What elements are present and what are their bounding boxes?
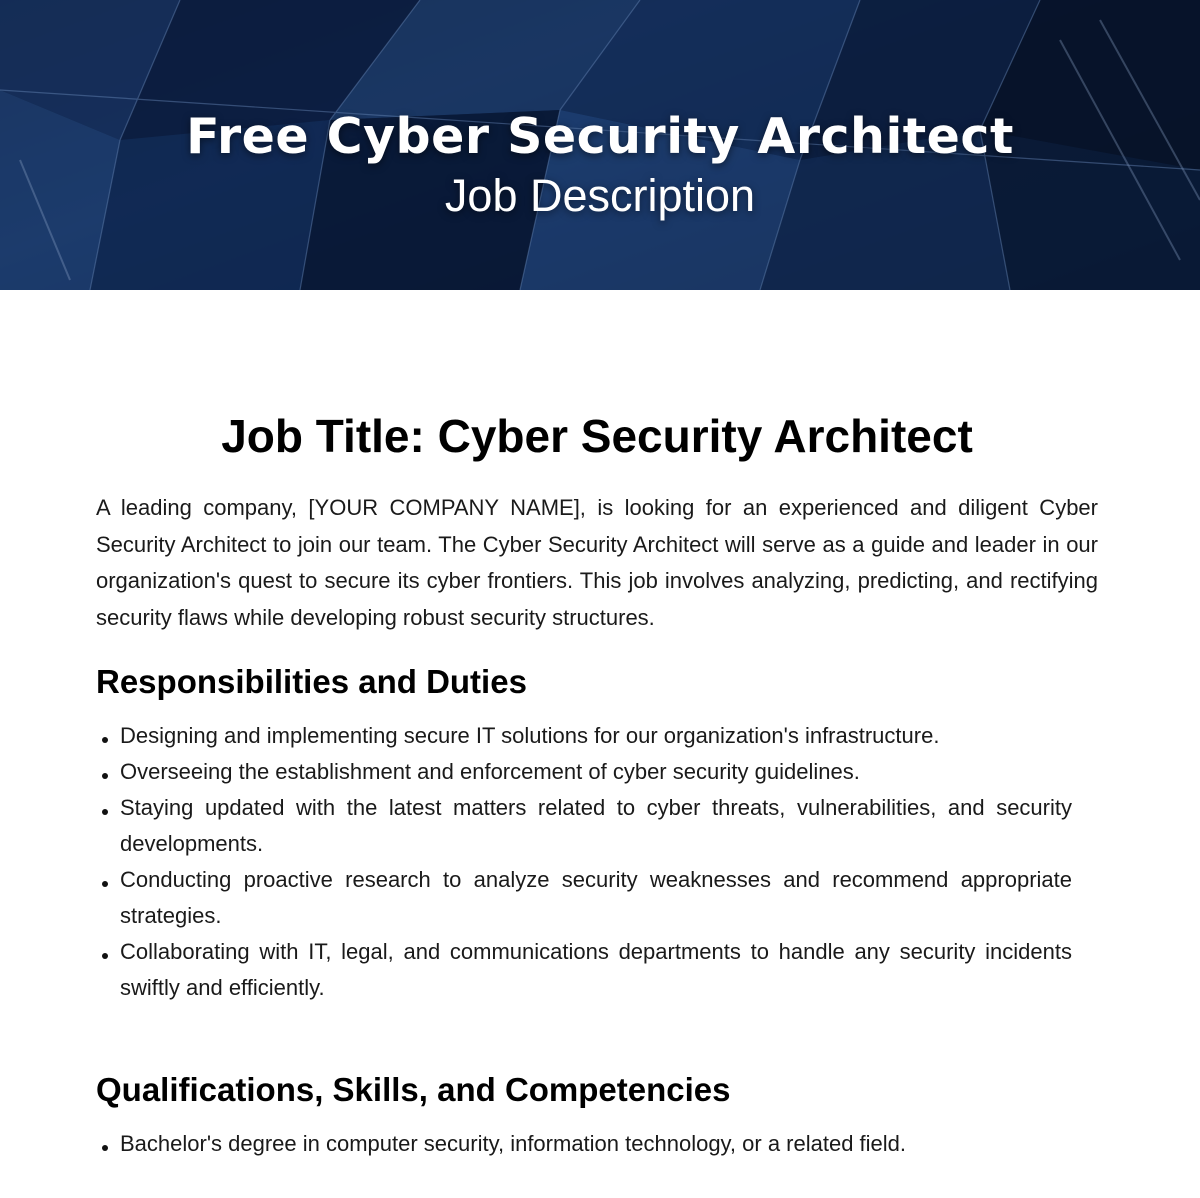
list-item: Bachelor's degree in computer security, information technology, or a related field. bbox=[96, 1126, 1072, 1162]
banner-subtitle: Job Description bbox=[444, 170, 756, 221]
banner-title: Free Cyber Security Architect bbox=[186, 108, 1014, 165]
section-heading-qualifications: Qualifications, Skills, and Competencies bbox=[96, 1071, 731, 1108]
list-item: Designing and implementing secure IT solutions for our organization's infrastructure. bbox=[96, 718, 1072, 754]
intro-paragraph: A leading company, [YOUR COMPANY NAME], is looking for an experienced and diligent Cyber Security Architect to join our team. The Cyber Security Architect will serve as a guide and leader in our organization's quest to secure its cyber frontiers. This job involves analyzing, predicting, and rectifying security flaws while developing robust security structures. bbox=[96, 495, 1098, 630]
list-item: Overseeing the establishment and enforcement of cyber security guidelines. bbox=[96, 754, 1072, 790]
document-body bbox=[96, 404, 1098, 1162]
qualifications-list bbox=[96, 1126, 1072, 1162]
header-banner bbox=[0, 0, 1200, 290]
list-item: Conducting proactive research to analyze security weaknesses and recommend appropriate strategies. bbox=[96, 862, 1072, 934]
list-item: Staying updated with the latest matters related to cyber threats, vulnerabilities, and security developments. bbox=[96, 790, 1072, 862]
section-heading-responsibilities: Responsibilities and Duties bbox=[96, 663, 527, 700]
list-item: Collaborating with IT, legal, and communications departments to handle any security incidents swiftly and efficiently. bbox=[96, 934, 1072, 1006]
responsibilities-list bbox=[96, 718, 1072, 1006]
job-title-heading: Job Title: Cyber Security Architect bbox=[221, 410, 973, 462]
